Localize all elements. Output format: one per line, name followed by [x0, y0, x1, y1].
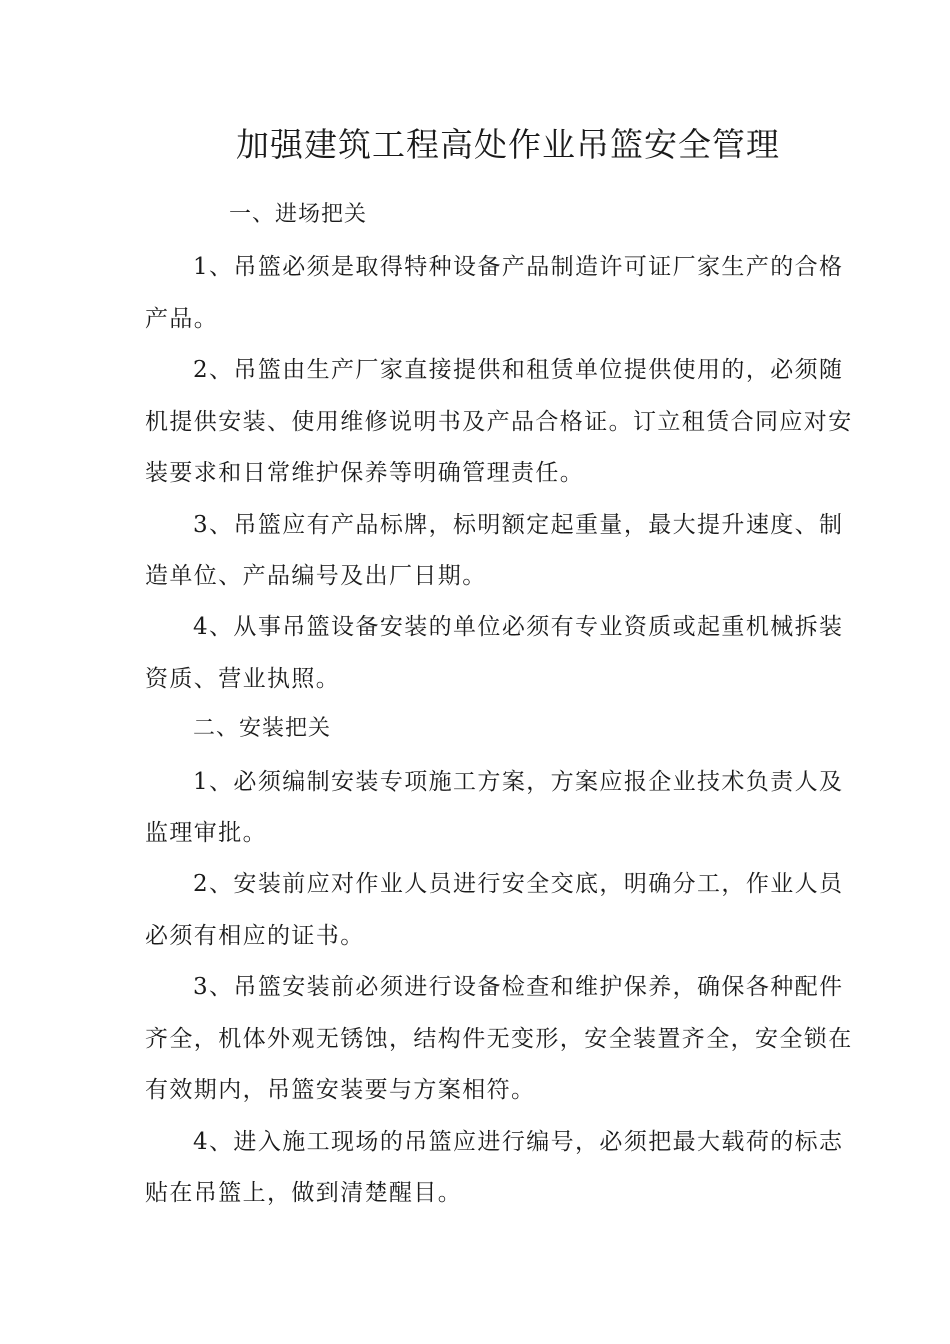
section-heading: 一、进场把关 [229, 202, 368, 227]
paragraph-line: 1、必须编制安装专项施工方案，方案应报企业技术负责人及 [193, 769, 844, 795]
paragraph-line: 产品。 [145, 306, 219, 332]
paragraph-line: 有效期内，吊篮安装要与方案相符。 [145, 1077, 536, 1103]
paragraph-line: 3、吊篮安装前必须进行设备检查和维护保养，确保各种配件 [193, 974, 844, 1000]
paragraph-line: 贴在吊篮上，做到清楚醒目。 [145, 1180, 463, 1206]
paragraph-line: 机提供安装、使用维修说明书及产品合格证。订立租赁合同应对安 [145, 409, 853, 435]
paragraph-line: 4、从事吊篮设备安装的单位必须有专业资质或起重机械拆装 [193, 614, 844, 640]
paragraph-line: 4、进入施工现场的吊篮应进行编号，必须把最大载荷的标志 [193, 1129, 844, 1155]
paragraph-line: 造单位、产品编号及出厂日期。 [145, 563, 487, 589]
paragraph-line: 装要求和日常维护保养等明确管理责任。 [145, 460, 585, 486]
paragraph-line: 资质、营业执照。 [145, 666, 341, 692]
section-heading: 二、安装把关 [193, 716, 332, 741]
paragraph-line: 监理审批。 [145, 820, 267, 846]
paragraph-line: 2、吊篮由生产厂家直接提供和租赁单位提供使用的，必须随 [193, 357, 844, 383]
document-title: 加强建筑工程高处作业吊篮安全管理 [236, 125, 780, 164]
paragraph-line: 2、安装前应对作业人员进行安全交底，明确分工，作业人员 [193, 871, 844, 897]
paragraph-line: 1、吊篮必须是取得特种设备产品制造许可证厂家生产的合格 [193, 254, 844, 280]
paragraph-line: 必须有相应的证书。 [145, 923, 365, 949]
paragraph-line: 3、吊篮应有产品标牌，标明额定起重量，最大提升速度、制 [193, 512, 844, 538]
paragraph-line: 齐全，机体外观无锈蚀，结构件无变形，安全装置齐全，安全锁在 [145, 1026, 853, 1052]
